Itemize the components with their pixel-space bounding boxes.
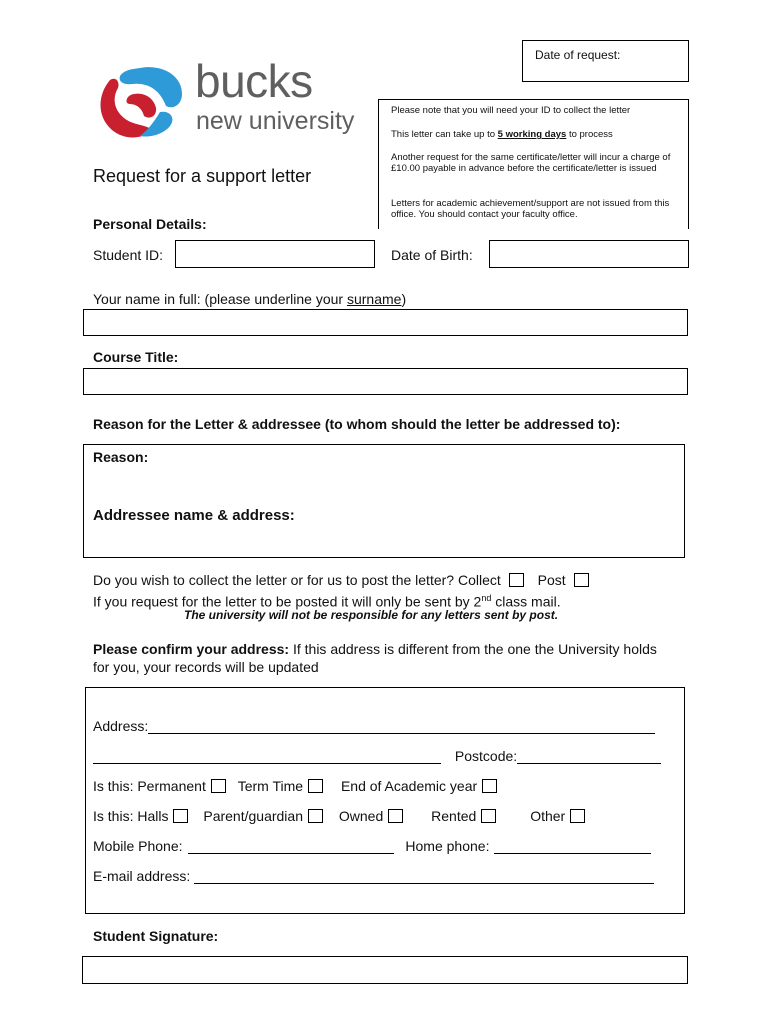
collect-checkbox[interactable]	[509, 573, 524, 587]
course-title-input[interactable]	[83, 368, 688, 395]
address-row: Address:	[93, 718, 655, 734]
home-phone-input[interactable]	[494, 839, 651, 854]
term-time-label: Term Time	[237, 778, 304, 794]
university-logo	[90, 55, 355, 140]
post-note-sup: nd	[481, 593, 492, 603]
term-time-checkbox[interactable]	[308, 779, 323, 793]
permanent-checkbox[interactable]	[211, 779, 226, 793]
note-processing-time: This letter can take up to 5 working days to process	[391, 129, 613, 140]
reason-addressee-box[interactable]	[83, 444, 685, 558]
email-row: E-mail address:	[93, 868, 654, 884]
end-of-year-label: End of Academic year	[340, 778, 478, 794]
logo-emblem-icon	[90, 60, 190, 140]
address-type-row-1: Is this: Permanent Term Time End of Academic year	[93, 778, 497, 794]
address-line-2[interactable]	[93, 749, 441, 764]
address-row-2	[93, 748, 661, 764]
logo-text-new-university: new university	[196, 107, 355, 135]
post-warning: The university will not be responsible for any letters sent by post.	[184, 608, 559, 622]
parent-guardian-label: Parent/guardian	[203, 808, 303, 824]
end-of-year-checkbox[interactable]	[482, 779, 497, 793]
owned-checkbox[interactable]	[388, 809, 403, 823]
reason-heading: Reason for the Letter & addressee (to whom should the letter be addressed to):	[93, 416, 621, 432]
addressee-label: Addressee name & address:	[93, 507, 295, 524]
confirm-address-text-2: for you, your records will be updated	[93, 659, 319, 675]
reason-label: Reason:	[93, 449, 149, 465]
note-faculty: Letters for academic achievement/support are not issued from this office. You should contact your faculty office.	[391, 198, 670, 220]
address-line-1[interactable]	[148, 719, 655, 734]
post-checkbox[interactable]	[574, 573, 589, 587]
address-type-row-2: Is this: Halls Parent/guardian Owned Rented Other	[93, 808, 585, 824]
post-label: Post	[537, 572, 566, 588]
mobile-phone-input[interactable]	[188, 839, 394, 854]
full-name-input[interactable]	[83, 309, 688, 336]
confirm-address-text: Please confirm your address: If this address is different from the one the University holds	[93, 641, 657, 657]
post-note: If you request for the letter to be posted it will only be sent by 2nd class mail.	[93, 593, 561, 610]
full-name-label: Your name in full: (please underline your surname)	[93, 291, 407, 307]
other-checkbox[interactable]	[570, 809, 585, 823]
other-label: Other	[530, 808, 566, 824]
course-title-label: Course Title:	[93, 349, 179, 365]
dob-input[interactable]	[489, 240, 689, 268]
phone-row: Mobile Phone: Home phone:	[93, 838, 651, 854]
personal-details-heading: Personal Details:	[93, 216, 207, 232]
notes-box	[378, 99, 689, 229]
home-phone-label: Home phone:	[405, 838, 490, 854]
signature-label: Student Signature:	[93, 928, 219, 944]
note-working-days: 5 working days	[497, 129, 567, 140]
rented-checkbox[interactable]	[481, 809, 496, 823]
date-of-request-label: Date of request:	[535, 48, 621, 62]
parent-guardian-checkbox[interactable]	[308, 809, 323, 823]
date-of-request-box[interactable]	[522, 40, 689, 82]
email-input[interactable]	[194, 869, 654, 884]
surname-word: surname	[346, 291, 402, 307]
student-id-label: Student ID:	[93, 247, 164, 263]
postcode-input[interactable]	[517, 749, 661, 764]
student-id-input[interactable]	[175, 240, 375, 268]
owned-label: Owned	[338, 808, 384, 824]
dob-label: Date of Birth:	[391, 247, 473, 263]
rented-label: Rented	[431, 808, 477, 824]
page-title: Request for a support letter	[93, 166, 312, 186]
logo-text-bucks: bucks	[195, 55, 313, 107]
postcode-label: Postcode:	[454, 748, 518, 764]
note-id-required: Please note that you will need your ID to collect the letter	[391, 105, 631, 116]
collect-question: Do you wish to collect the letter or for us to post the letter? Collect Post	[93, 572, 589, 588]
note-charge: Another request for the same certificate/letter will incur a charge of £10.00 payable in advance before the certificate/letter is issued	[391, 152, 671, 174]
halls-checkbox[interactable]	[173, 809, 188, 823]
signature-input[interactable]	[82, 956, 688, 984]
